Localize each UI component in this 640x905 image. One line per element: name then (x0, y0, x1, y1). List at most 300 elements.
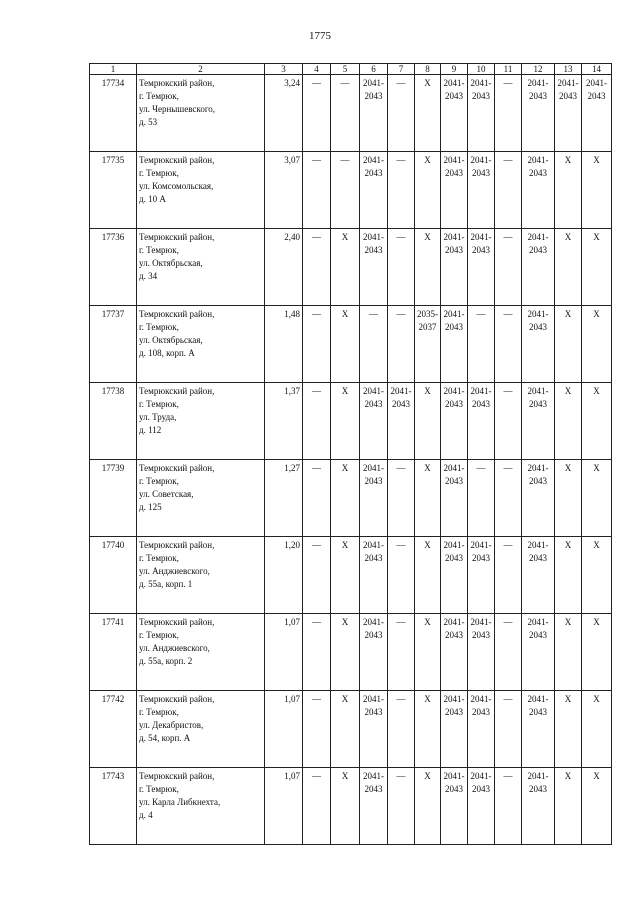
column-11-cell (495, 768, 522, 845)
column-13-cell (555, 75, 582, 152)
address-cell (137, 75, 265, 152)
cell-line: — (396, 694, 406, 704)
cell-line: X (341, 771, 349, 781)
cell-line: X (424, 540, 431, 550)
table-row (90, 768, 612, 845)
cell-line: X (424, 617, 431, 627)
cell-line: 2041- (363, 540, 384, 550)
column-4-cell (303, 768, 331, 845)
column-8-cell (415, 383, 441, 460)
cell-line: 2041- (443, 309, 465, 319)
column-14-cell (582, 768, 612, 845)
cell-line: 2043 (472, 553, 490, 563)
schedule-table (89, 63, 612, 845)
column-8-cell (415, 152, 441, 229)
cell-line: 2041- (586, 78, 607, 88)
cell-line: г. Темрюк, (139, 784, 179, 794)
row-number-cell: 17738 (90, 383, 137, 460)
cell-line: Темрюкский район, (139, 155, 215, 165)
cell-line: 2043 (445, 784, 463, 794)
table-row (90, 383, 612, 460)
column-13-cell (555, 152, 582, 229)
column-header-7: 7 (388, 64, 415, 75)
column-6-cell (360, 229, 388, 306)
column-4-cell (303, 460, 331, 537)
column-10-cell (468, 460, 495, 537)
cell-line: — (503, 540, 513, 550)
column-6-cell (360, 460, 388, 537)
column-7-cell (388, 152, 415, 229)
column-7-cell (388, 75, 415, 152)
cell-line: 2041- (470, 694, 492, 704)
page-number: 1775 (309, 30, 331, 42)
cell-line: — (503, 694, 513, 704)
cell-line: X (341, 540, 349, 550)
column-6-cell (360, 75, 388, 152)
cell-line: X (593, 617, 600, 627)
cell-line: X (593, 771, 600, 781)
cell-line: — (312, 463, 321, 473)
cell-line: X (341, 463, 349, 473)
cell-line: X (564, 694, 572, 704)
column-10-cell (468, 306, 495, 383)
column-4-cell (303, 614, 331, 691)
column-9-cell (441, 229, 468, 306)
column-8-cell (415, 537, 441, 614)
cell-line: — (312, 232, 321, 242)
column-14-cell (582, 537, 612, 614)
column-13-cell (555, 306, 582, 383)
cell-line: Темрюкский район, (139, 694, 215, 704)
cell-line: 2041- (527, 78, 549, 88)
area-cell: 1,48 (265, 306, 303, 383)
column-7-cell (388, 229, 415, 306)
column-6-cell (360, 768, 388, 845)
cell-line: г. Темрюк, (139, 91, 179, 101)
address-cell (137, 460, 265, 537)
cell-line: X (564, 309, 572, 319)
column-14-cell (582, 614, 612, 691)
column-11-cell (495, 75, 522, 152)
cell-line: X (341, 386, 349, 396)
table-row (90, 75, 612, 152)
cell-line: 2043 (445, 707, 463, 717)
cell-line: X (424, 232, 431, 242)
column-7-cell (388, 383, 415, 460)
cell-line: 2043 (587, 91, 606, 101)
column-12-cell (522, 383, 555, 460)
column-8-cell (415, 306, 441, 383)
column-header-1: 1 (90, 64, 137, 75)
column-12-cell (522, 152, 555, 229)
column-5-cell (331, 614, 360, 691)
cell-line: Темрюкский район, (139, 386, 215, 396)
row-number-cell: 17742 (90, 691, 137, 768)
cell-line: Темрюкский район, (139, 540, 215, 550)
column-header-5: 5 (331, 64, 360, 75)
column-4-cell (303, 691, 331, 768)
column-11-cell (495, 152, 522, 229)
area-cell: 2,40 (265, 229, 303, 306)
cell-line: — (312, 78, 321, 88)
column-5-cell (331, 306, 360, 383)
column-5-cell (331, 691, 360, 768)
cell-line: ул. Труда, (139, 412, 177, 422)
cell-line: 2041- (363, 78, 384, 88)
column-header-8: 8 (415, 64, 441, 75)
column-12-cell (522, 768, 555, 845)
cell-line: 2043 (529, 707, 547, 717)
cell-line: X (341, 232, 349, 242)
cell-line: — (503, 78, 513, 88)
cell-line: 2041- (363, 617, 384, 627)
row-number-cell: 17741 (90, 614, 137, 691)
column-12-cell (522, 306, 555, 383)
column-10-cell (468, 152, 495, 229)
cell-line: 2043 (445, 168, 463, 178)
cell-line: — (312, 771, 321, 781)
column-header-11: 11 (495, 64, 522, 75)
cell-line: д. 55а, корп. 1 (139, 579, 193, 589)
cell-line: — (396, 463, 406, 473)
cell-line: 2041- (363, 232, 384, 242)
cell-line: 2043 (364, 707, 383, 717)
column-6-cell (360, 152, 388, 229)
cell-line: X (564, 463, 572, 473)
cell-line: 2041- (443, 155, 465, 165)
cell-line: 2041- (443, 386, 465, 396)
area-cell: 1,20 (265, 537, 303, 614)
cell-line: д. 53 (139, 117, 158, 127)
cell-line: Темрюкский район, (139, 771, 215, 781)
cell-line: г. Темрюк, (139, 399, 179, 409)
cell-line: X (341, 617, 349, 627)
cell-line: д. 125 (139, 502, 162, 512)
cell-line: — (503, 155, 513, 165)
cell-line: 2041- (470, 540, 492, 550)
column-10-cell (468, 229, 495, 306)
column-header-10: 10 (468, 64, 495, 75)
cell-line: 2041- (527, 155, 549, 165)
column-12-cell (522, 691, 555, 768)
cell-line: 2043 (445, 553, 463, 563)
column-header-6: 6 (360, 64, 388, 75)
cell-line: ул. Октябрьская, (139, 335, 203, 345)
cell-line: г. Темрюк, (139, 630, 179, 640)
address-cell (137, 152, 265, 229)
column-9-cell (441, 691, 468, 768)
area-cell: 1,27 (265, 460, 303, 537)
column-13-cell (555, 768, 582, 845)
cell-line: X (564, 155, 572, 165)
cell-line: Темрюкский район, (139, 78, 215, 88)
address-cell (137, 306, 265, 383)
table-header-row (90, 64, 612, 75)
cell-line: 2043 (472, 784, 490, 794)
cell-line: 2043 (364, 245, 383, 255)
cell-line: 2043 (529, 630, 547, 640)
column-13-cell (555, 383, 582, 460)
cell-line: — (312, 694, 321, 704)
cell-line: д. 55а, корп. 2 (139, 656, 193, 666)
cell-line: X (424, 386, 431, 396)
cell-line: 2041- (470, 155, 492, 165)
column-10-cell (468, 75, 495, 152)
column-9-cell (441, 383, 468, 460)
cell-line: 2043 (472, 91, 490, 101)
cell-line: 2041- (527, 386, 549, 396)
cell-line: ул. Октябрьская, (139, 258, 203, 268)
column-11-cell (495, 537, 522, 614)
column-9-cell (441, 614, 468, 691)
column-8-cell (415, 614, 441, 691)
cell-line: 2043 (364, 399, 383, 409)
column-12-cell (522, 75, 555, 152)
cell-line: 2043 (364, 630, 383, 640)
cell-line: 2041- (470, 386, 492, 396)
cell-line: ул. Советская, (139, 489, 194, 499)
cell-line: X (593, 232, 600, 242)
column-12-cell (522, 460, 555, 537)
column-6-cell (360, 383, 388, 460)
cell-line: 2043 (472, 630, 490, 640)
column-14-cell (582, 383, 612, 460)
column-9-cell (441, 537, 468, 614)
cell-line: 2041- (363, 386, 384, 396)
address-cell (137, 537, 265, 614)
cell-line: ул. Анджиевского, (139, 566, 210, 576)
column-4-cell (303, 229, 331, 306)
cell-line: — (503, 386, 513, 396)
column-header-13: 13 (555, 64, 582, 75)
cell-line: 2043 (529, 476, 547, 486)
area-cell: 3,07 (265, 152, 303, 229)
column-11-cell (495, 383, 522, 460)
cell-line: X (424, 155, 431, 165)
cell-line: 2041- (527, 694, 549, 704)
table-row (90, 614, 612, 691)
column-10-cell (468, 383, 495, 460)
row-number-cell: 17734 (90, 75, 137, 152)
cell-line: 2041- (527, 617, 549, 627)
cell-line: ул. Анджиевского, (139, 643, 210, 653)
cell-line: 2041- (470, 617, 492, 627)
address-cell (137, 614, 265, 691)
cell-line: X (424, 463, 431, 473)
column-14-cell (582, 460, 612, 537)
address-cell (137, 691, 265, 768)
cell-line: — (396, 617, 406, 627)
cell-line: X (593, 309, 600, 319)
column-5-cell (331, 229, 360, 306)
column-11-cell (495, 691, 522, 768)
column-6-cell (360, 614, 388, 691)
cell-line: — (503, 463, 513, 473)
column-6-cell (360, 537, 388, 614)
cell-line: г. Темрюк, (139, 168, 179, 178)
cell-line: — (340, 78, 350, 88)
cell-line: ул. Комсомольская, (139, 181, 214, 191)
address-cell (137, 768, 265, 845)
column-header-9: 9 (441, 64, 468, 75)
column-11-cell (495, 460, 522, 537)
cell-line: — (503, 309, 513, 319)
cell-line: 2041- (443, 540, 465, 550)
cell-line: X (593, 694, 600, 704)
column-4-cell (303, 152, 331, 229)
column-7-cell (388, 306, 415, 383)
cell-line: 2043 (529, 399, 547, 409)
column-4-cell (303, 537, 331, 614)
column-13-cell (555, 460, 582, 537)
cell-line: — (312, 386, 321, 396)
cell-line: X (564, 540, 572, 550)
cell-line: 2043 (529, 322, 547, 332)
cell-line: г. Темрюк, (139, 476, 179, 486)
cell-line: X (564, 386, 572, 396)
cell-line: X (593, 463, 600, 473)
cell-line: 2043 (472, 168, 490, 178)
column-4-cell (303, 75, 331, 152)
cell-line: — (476, 309, 486, 319)
cell-line: — (396, 309, 406, 319)
cell-line: д. 54, корп. А (139, 733, 191, 743)
column-header-14: 14 (582, 64, 612, 75)
table-row (90, 691, 612, 768)
area-cell: 1,07 (265, 768, 303, 845)
cell-line: — (312, 617, 321, 627)
column-6-cell (360, 306, 388, 383)
cell-line: 2043 (392, 399, 410, 409)
cell-line: 2041- (470, 78, 492, 88)
cell-line: 2043 (529, 245, 547, 255)
column-10-cell (468, 614, 495, 691)
table-row (90, 306, 612, 383)
cell-line: 2043 (364, 553, 383, 563)
cell-line: 2043 (364, 476, 383, 486)
column-11-cell (495, 306, 522, 383)
cell-line: 2043 (445, 91, 463, 101)
cell-line: 2041- (443, 771, 465, 781)
cell-line: д. 112 (139, 425, 162, 435)
cell-line: X (564, 617, 572, 627)
column-header-4: 4 (303, 64, 331, 75)
cell-line: 2041- (470, 232, 492, 242)
column-12-cell (522, 229, 555, 306)
cell-line: 2041- (527, 540, 549, 550)
column-8-cell (415, 691, 441, 768)
cell-line: 2043 (472, 245, 490, 255)
cell-line: ул. Чернышевского, (139, 104, 216, 114)
cell-line: 2043 (529, 168, 547, 178)
table-row (90, 229, 612, 306)
cell-line: 2037 (418, 322, 437, 332)
column-12-cell (522, 537, 555, 614)
column-5-cell (331, 152, 360, 229)
column-13-cell (555, 614, 582, 691)
column-11-cell (495, 614, 522, 691)
cell-line: 2043 (472, 707, 490, 717)
cell-line: 2043 (445, 322, 463, 332)
column-14-cell (582, 229, 612, 306)
address-cell (137, 383, 265, 460)
column-9-cell (441, 152, 468, 229)
area-cell: 1,37 (265, 383, 303, 460)
column-9-cell (441, 306, 468, 383)
cell-line: 2043 (445, 476, 463, 486)
cell-line: 2041- (443, 78, 465, 88)
cell-line: X (341, 694, 349, 704)
column-5-cell (331, 75, 360, 152)
cell-line: 2043 (445, 630, 463, 640)
cell-line: 2041- (527, 771, 549, 781)
cell-line: 2043 (472, 399, 490, 409)
cell-line: — (396, 155, 406, 165)
column-7-cell (388, 460, 415, 537)
table-row (90, 152, 612, 229)
row-number-cell: 17736 (90, 229, 137, 306)
cell-line: 2043 (445, 399, 463, 409)
cell-line: — (369, 309, 378, 319)
cell-line: 2041- (557, 78, 579, 88)
cell-line: 2041- (363, 771, 384, 781)
column-5-cell (331, 460, 360, 537)
cell-line: 2041- (443, 463, 465, 473)
cell-line: 2043 (364, 168, 383, 178)
cell-line: Темрюкский район, (139, 232, 215, 242)
column-header-2: 2 (137, 64, 265, 75)
cell-line: д. 34 (139, 271, 158, 281)
column-7-cell (388, 614, 415, 691)
cell-line: X (424, 694, 431, 704)
cell-line: 2041- (443, 617, 465, 627)
row-number-cell: 17735 (90, 152, 137, 229)
cell-line: 2041- (443, 232, 465, 242)
cell-line: 2035- (417, 309, 438, 319)
cell-line: — (396, 78, 406, 88)
column-9-cell (441, 460, 468, 537)
column-5-cell (331, 383, 360, 460)
column-5-cell (331, 537, 360, 614)
cell-line: X (593, 386, 600, 396)
column-8-cell (415, 229, 441, 306)
column-13-cell (555, 537, 582, 614)
column-14-cell (582, 306, 612, 383)
column-13-cell (555, 691, 582, 768)
cell-line: 2041- (443, 694, 465, 704)
cell-line: — (312, 155, 321, 165)
cell-line: — (396, 232, 406, 242)
column-14-cell (582, 75, 612, 152)
cell-line: 2043 (529, 553, 547, 563)
cell-line: 2041- (363, 155, 384, 165)
cell-line: 2043 (364, 784, 383, 794)
row-number-cell: 17739 (90, 460, 137, 537)
column-header-3: 3 (265, 64, 303, 75)
cell-line: X (424, 78, 431, 88)
cell-line: д. 4 (139, 810, 153, 820)
area-cell: 1,07 (265, 691, 303, 768)
cell-line: Темрюкский район, (139, 463, 215, 473)
cell-line: г. Темрюк, (139, 553, 179, 563)
column-5-cell (331, 768, 360, 845)
cell-line: — (503, 232, 513, 242)
cell-line: — (396, 540, 406, 550)
cell-line: г. Темрюк, (139, 245, 179, 255)
cell-line: 2043 (559, 91, 577, 101)
cell-line: — (503, 617, 513, 627)
cell-line: — (312, 309, 321, 319)
